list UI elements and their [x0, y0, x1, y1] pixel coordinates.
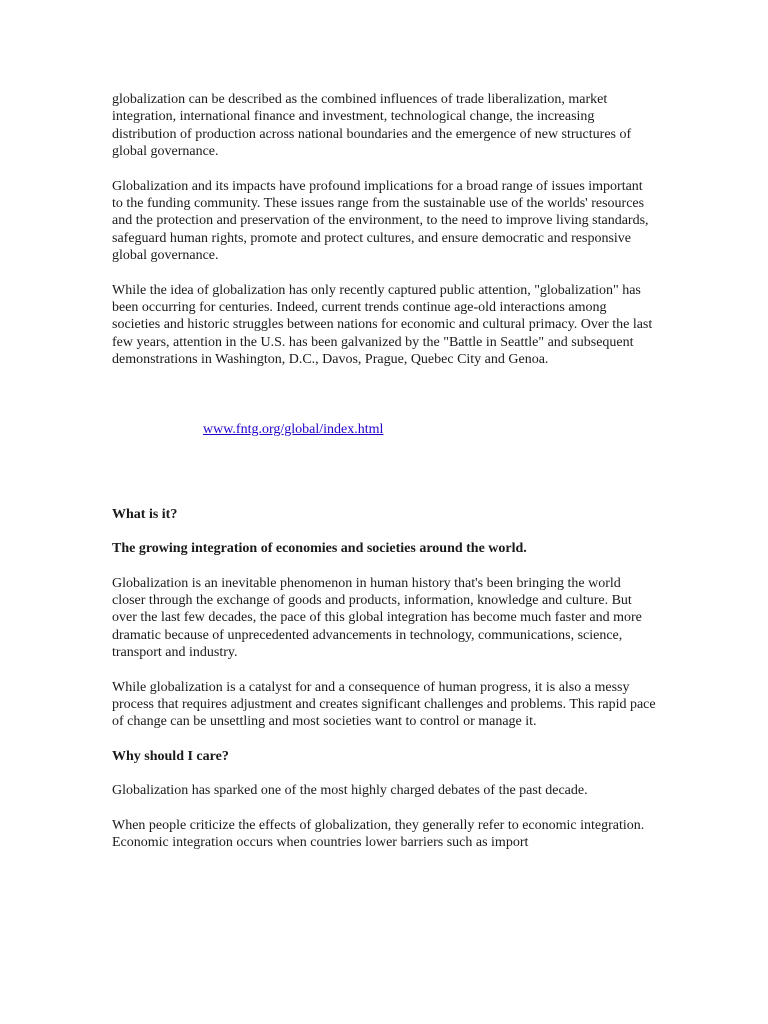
document-page [112, 91, 657, 868]
intro-paragraph-2: Globalization and its impacts have profound implications for a broad range of issues important to the funding community. These issues range from the sustainable use of the worlds' resources and the protection and preservation of the environment, to the need to improve living standards, safeguard human rights, promote and protect cultures, and ensure democratic and responsive global governance. [112, 178, 649, 264]
heading-definition: The growing integration of economies and societies around the world. [112, 541, 527, 557]
what-paragraph-1: Globalization is an inevitable phenomenon in human history that's been bringing the world closer through the exchange of goods and products, information, knowledge and culture. But over the last few decades, the pace of this global integration has become much faster and more dramatic because of unprecedented advancements in technology, communications, science, transport and industry. [112, 575, 642, 661]
source-link-row [203, 421, 657, 438]
spacer [112, 438, 657, 506]
why-paragraph-1: Globalization has sparked one of the most highly charged debates of the past decade. [112, 783, 588, 799]
what-paragraph-2: While globalization is a catalyst for and a consequence of human progress, it is also a messy process that requires adjustment and creates significant challenges and problems. This rapid pace of change can be unsettling and most societies want to control or manage it. [112, 679, 656, 730]
heading-why-care: Why should I care? [112, 748, 229, 764]
intro-paragraph-3: While the idea of globalization has only recently captured public attention, "globalization" has been occurring for centuries. Indeed, current trends continue age-old interactions among societies and historic struggles between nations for economic and cultural primacy. Over the last few years, attention in the U.S. has been galvanized by the "Battle in Seattle" and subsequent demonstrations in Washington, D.C., Davos, Prague, Quebec City and Genoa. [112, 282, 653, 368]
source-link[interactable]: www.fntg.org/global/index.html [203, 421, 384, 437]
why-paragraph-2: When people criticize the effects of globalization, they generally refer to economic integration. Economic integration occurs when countries lower barriers such as import [112, 817, 645, 850]
heading-what-is-it: What is it? [112, 506, 178, 522]
intro-paragraph-1: globalization can be described as the combined influences of trade liberalization, market integration, international finance and investment, technological change, the increasing distribution of production across national boundaries and the emergence of new structures of global governance. [112, 92, 632, 160]
